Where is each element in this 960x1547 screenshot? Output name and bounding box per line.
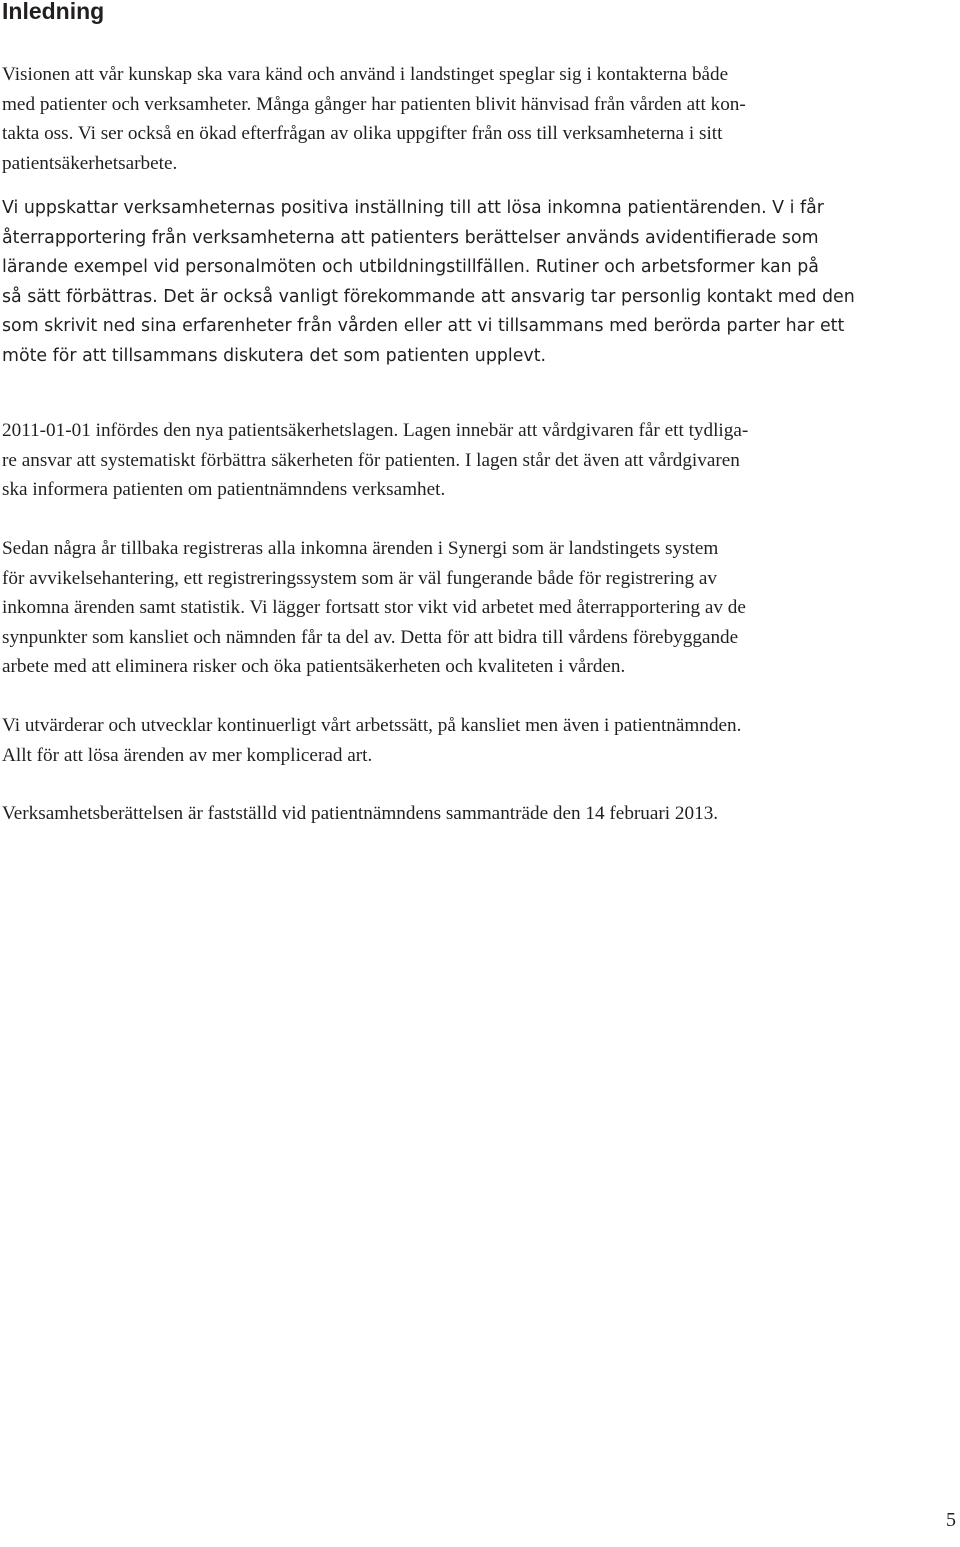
- text-line: takta oss. Vi ser också en ökad efterfrågan av olika uppgifter från oss till verksamheterna i sitt: [2, 123, 723, 145]
- text-line: möte för att tillsammans diskutera det som patienten upplevt.: [2, 345, 547, 366]
- text-line: så sätt förbättras. Det är också vanligt förekommande att ansvarig tar personlig kontakt med den: [2, 286, 855, 307]
- text-line: Sedan några år tillbaka registreras alla inkomna ärenden i Synergi som är landstingets system: [2, 538, 719, 559]
- text-line: 2011-01-01 infördes den nya patientsäkerhetslagen. Lagen innebär att vårdgivaren får ett tydliga-: [2, 420, 749, 441]
- text-line: Verksamhetsberättelsen är fastställd vid patientnämndens sammanträde den 14 februari 2013.: [2, 803, 719, 824]
- paragraph-vision: [2, 60, 746, 178]
- page-number: 5: [946, 1509, 956, 1531]
- text-line: Vi utvärderar och utvecklar kontinuerligt vårt arbetssätt, på kansliet men även i patientnämnden.: [2, 715, 742, 736]
- paragraph-synergi: [2, 534, 746, 682]
- text-line: arbete med att eliminera risker och öka patientsäkerheten och kvaliteten i vården.: [2, 656, 626, 678]
- paragraph-patient-safety-law: [2, 416, 748, 505]
- text-line: lärande exempel vid personalmöten och utbildningstillfällen. Rutiner och arbetsformer kan på: [2, 257, 819, 278]
- text-line: för avvikelsehantering, ett registreringssystem som är väl fungerande både för registrering av: [2, 567, 718, 589]
- text-line: Vi uppskattar verksamheternas positiva inställning till att lösa inkomna patientärenden. V i får: [2, 198, 824, 218]
- text-line: ska informera patienten om patientnämndens verksamhet.: [2, 479, 446, 501]
- section-heading: Inledning: [2, 0, 105, 24]
- paragraph-appreciation: [2, 194, 855, 372]
- text-line: inkomna ärenden samt statistik. Vi lägger fortsatt stor vikt vid arbetet med återrapportering av de: [2, 597, 746, 619]
- text-line: återrapportering från verksamheterna att patienters berättelser används avidentifierade som: [2, 227, 819, 248]
- paragraph-adoption: [2, 799, 718, 829]
- text-line: re ansvar att systematiskt förbättra säkerheten för patienten. I lagen står det även att vårdgivaren: [2, 449, 740, 471]
- text-line: patientsäkerhetsarbete.: [2, 152, 178, 174]
- text-line: Visionen att vår kunskap ska vara känd och använd i landstinget speglar sig i kontakterna både: [2, 64, 729, 85]
- text-line: som skrivit ned sina erfarenheter från vården eller att vi tillsammans med berörda parter har ett: [2, 316, 845, 337]
- text-line: Allt för att lösa ärenden av mer komplicerad art.: [2, 744, 373, 766]
- paragraph-evaluation: [2, 711, 741, 770]
- text-line: med patienter och verksamheter. Många gånger har patienten blivit hänvisad från vården att kon-: [2, 93, 746, 115]
- text-line: synpunkter som kansliet och nämnden får ta del av. Detta för att bidra till vårdens förebyggande: [2, 626, 739, 648]
